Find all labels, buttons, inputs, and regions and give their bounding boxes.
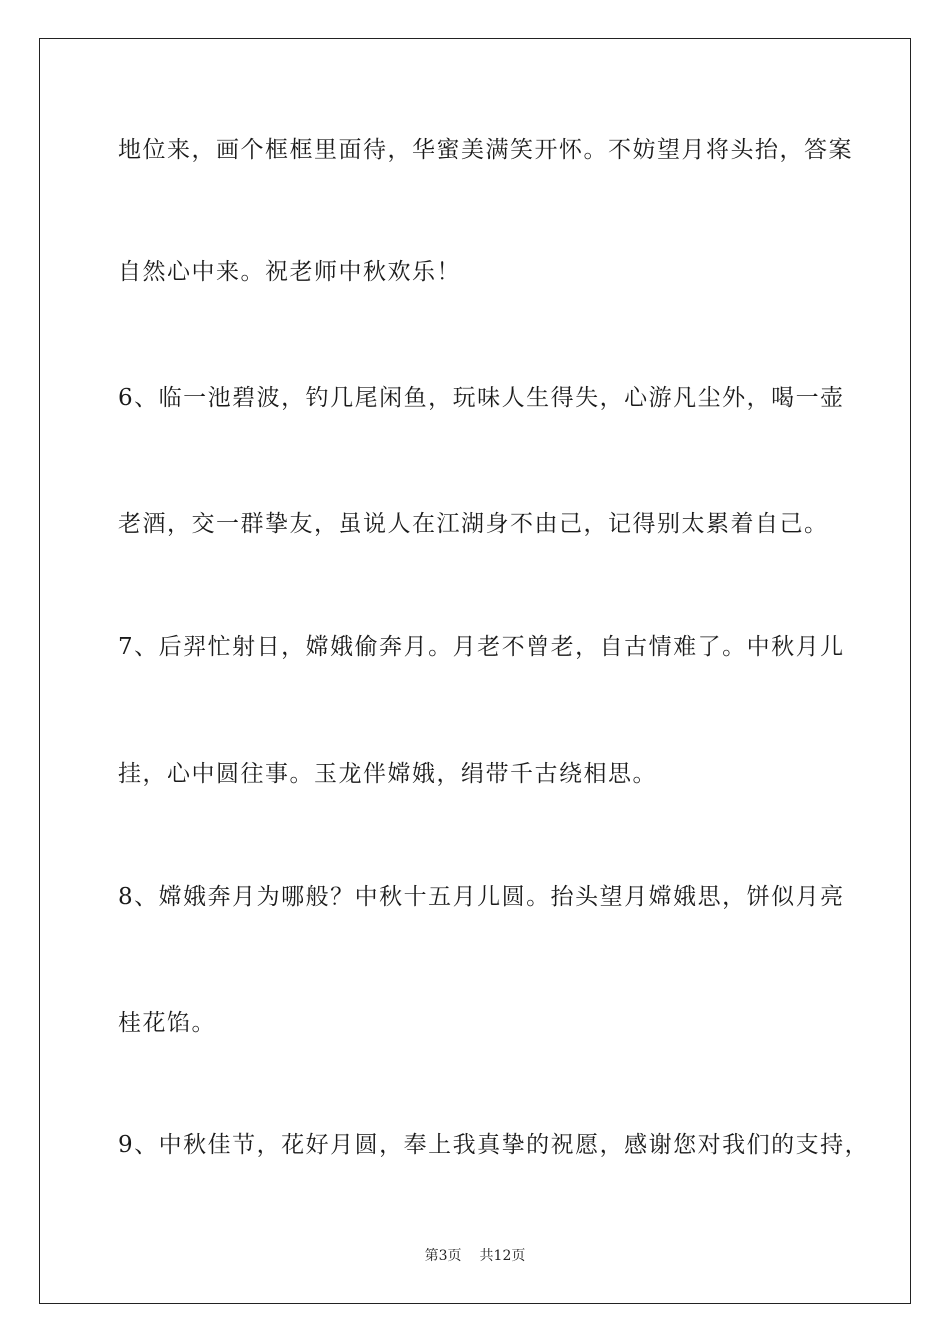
text-line: 老酒，交一群挚友，虽说人在江湖身不由己，记得别太累着自己。: [118, 511, 829, 537]
text-line: 桂花馅。: [118, 1010, 216, 1036]
page-footer: [0, 1246, 950, 1266]
text-line: 地位来，画个框框里面待，华蜜美满笑开怀。不妨望月将头抬，答案: [118, 137, 853, 163]
text-line: 挂，心中圆往事。玉龙伴嫦娥，绢带千古绕相思。: [118, 761, 657, 787]
text-line: 7、后羿忙射日，嫦娥偷奔月。月老不曾老，自古情难了。中秋月儿: [118, 634, 845, 660]
page-total: 共12页: [479, 1248, 526, 1264]
text-line: 自然心中来。祝老师中秋欢乐！: [118, 259, 461, 285]
page-number: 第3页: [424, 1248, 462, 1264]
text-line: 9、中秋佳节，花好月圆，奉上我真挚的祝愿，感谢您对我们的支持，: [118, 1132, 870, 1158]
text-line: 8、嫦娥奔月为哪般？中秋十五月儿圆。抬头望月嫦娥思，饼似月亮: [118, 884, 845, 910]
page-border: [39, 38, 911, 1304]
text-line: 6、临一池碧波，钓几尾闲鱼，玩味人生得失，心游凡尘外，喝一壶: [118, 385, 845, 411]
